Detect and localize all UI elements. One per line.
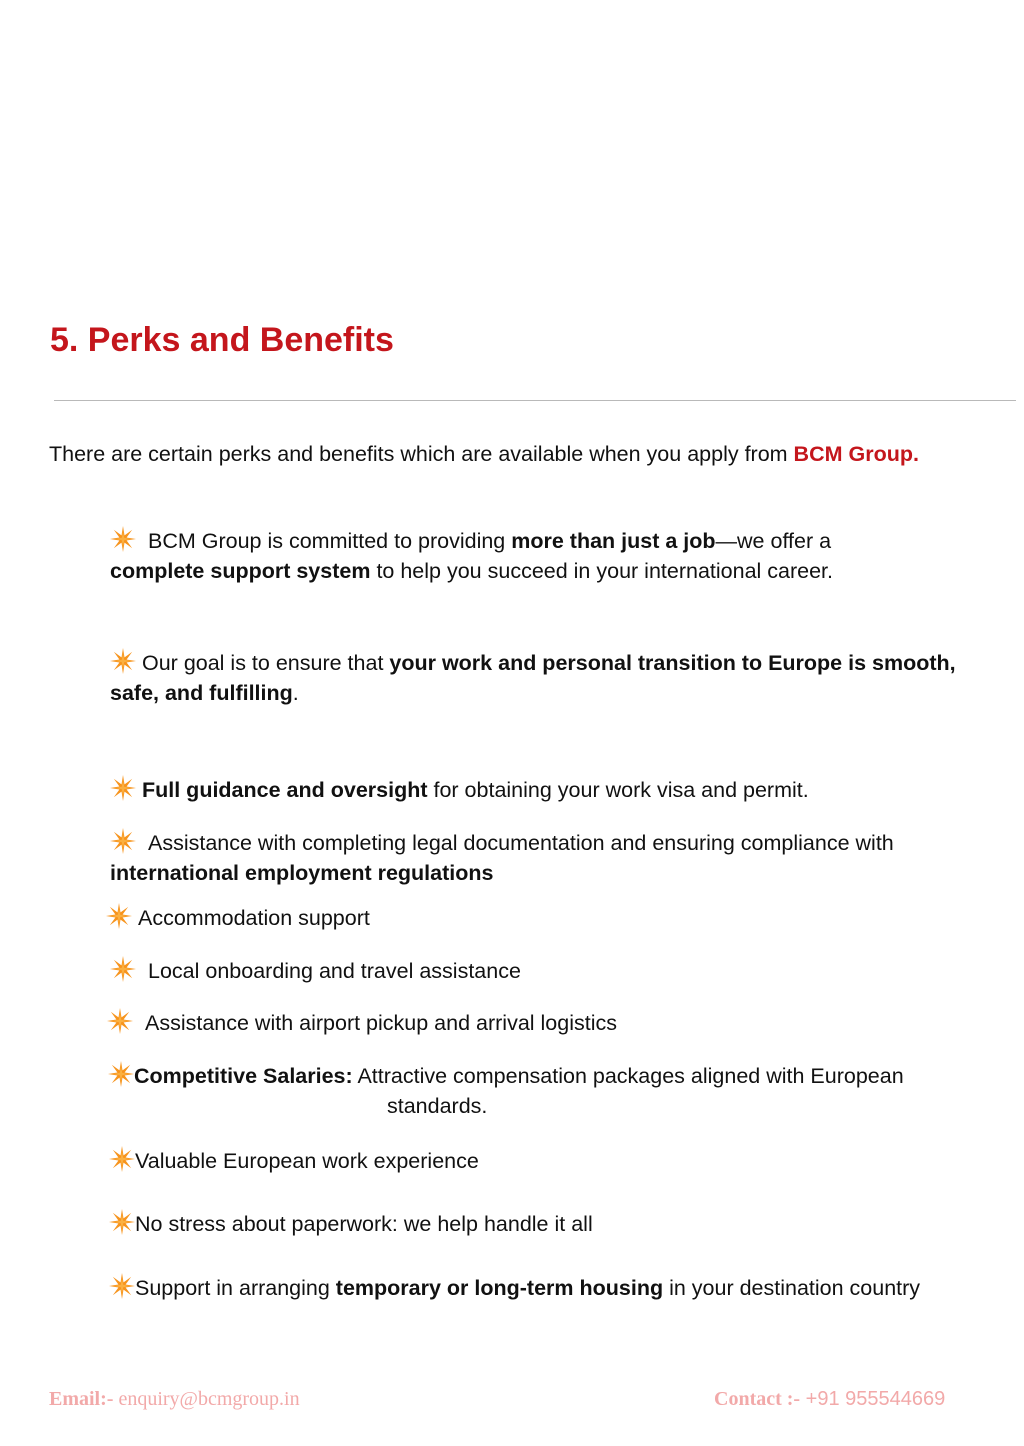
benefit-item-accommodation [106,903,996,933]
star-icon [109,1209,135,1235]
benefit-text: . [292,681,299,705]
benefit-text: Our goal is to ensure that [142,651,390,675]
star-icon [109,1273,135,1299]
benefit-bold: Competitive Salaries: [134,1064,353,1088]
benefit-bold: Full guidance and oversight [142,778,428,802]
benefit-text: Assistance with completing legal documentation and ensuring compliance with [148,831,894,855]
intro-text: There are certain perks and benefits which are available when you apply from [49,442,794,466]
benefit-text: Local onboarding and travel assistance [148,959,521,983]
benefit-text: Attractive compensation packages aligned with European [352,1064,904,1088]
benefit-bold: temporary or long-term housing [335,1276,664,1300]
star-icon [110,775,136,801]
star-icon [110,828,136,854]
benefit-item-airport-pickup [107,1008,997,1038]
star-icon [110,648,136,674]
benefit-item-housing [109,1273,1021,1303]
benefit-text: Assistance with airport pickup and arrival logistics [145,1011,618,1035]
star-icon [106,903,132,929]
benefit-item-visa-guidance [110,775,1000,805]
benefit-text: standards. [387,1094,488,1118]
contact-phone[interactable]: +91 955544669 [800,1388,946,1410]
star-icon [110,526,136,552]
benefit-item-salaries [108,1061,1008,1121]
benefit-text: BCM Group is committed to providing [148,529,512,553]
footer-contact [714,1388,945,1411]
brand-name: BCM Group. [793,442,919,466]
divider [54,400,1016,401]
email-label: Email:- [49,1388,114,1410]
benefit-text: for obtaining your work visa and permit. [427,778,809,802]
benefit-item-legal-documentation [110,828,1000,888]
benefit-text: Valuable European work experience [135,1149,479,1173]
footer-email [49,1388,300,1411]
star-icon [109,1146,135,1172]
benefit-bold: complete support system [110,559,371,583]
contact-label: Contact :- [714,1388,801,1410]
star-icon [110,956,136,982]
email-address[interactable]: enquiry@bcmgroup.in [113,1388,300,1410]
benefit-bold: your work and personal transition to Europe is smooth, safe, and fulfilling [110,651,956,705]
benefit-bold: international employment regulations [110,861,494,885]
benefit-item-goal [110,648,1000,708]
star-icon [108,1061,134,1087]
section-heading: 5. Perks and Benefits [50,321,394,359]
benefit-item-support-system [110,526,1000,586]
intro-paragraph [49,440,919,468]
benefit-text: —we offer a [715,529,832,553]
star-icon [107,1008,133,1034]
benefit-item-paperwork [109,1209,999,1239]
benefit-item-work-experience [109,1146,999,1176]
benefit-item-onboarding [110,956,1000,986]
benefit-text: No stress about paperwork: we help handle it all [135,1212,593,1236]
benefit-text: Support in arranging [135,1276,336,1300]
benefit-text: to help you succeed in your international career. [370,559,834,583]
benefit-text: Accommodation support [138,906,370,930]
benefit-bold: more than just a job [511,529,716,553]
benefit-text: in your destination country [663,1276,921,1300]
